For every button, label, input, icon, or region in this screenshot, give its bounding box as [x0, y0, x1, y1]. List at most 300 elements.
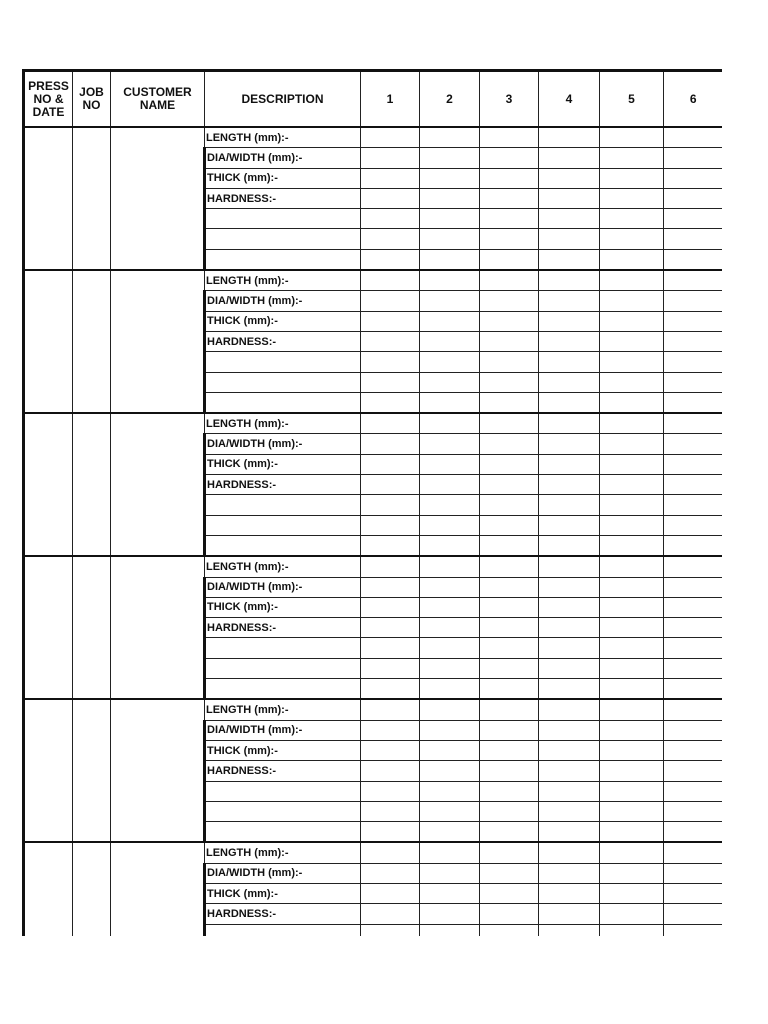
reading-cell-3[interactable] [480, 188, 539, 208]
reading-cell-6[interactable] [664, 148, 723, 168]
reading-cell-2[interactable] [420, 229, 480, 249]
reading-cell-4[interactable] [539, 904, 600, 924]
job-no-cell[interactable] [73, 699, 111, 842]
reading-cell-2[interactable] [420, 413, 480, 434]
reading-cell-4[interactable] [539, 863, 600, 883]
reading-cell-5[interactable] [600, 618, 664, 638]
job-no-cell[interactable] [73, 556, 111, 699]
reading-cell-1[interactable] [361, 699, 420, 720]
description-cell[interactable] [205, 638, 361, 658]
reading-cell-6[interactable] [664, 740, 723, 760]
description-cell[interactable]: LENGTH (mm):- [205, 413, 361, 434]
reading-cell-3[interactable] [480, 822, 539, 843]
reading-cell-4[interactable] [539, 597, 600, 617]
reading-cell-6[interactable] [664, 188, 723, 208]
reading-cell-1[interactable] [361, 842, 420, 863]
reading-cell-4[interactable] [539, 188, 600, 208]
reading-cell-4[interactable] [539, 270, 600, 291]
description-cell[interactable]: THICK (mm):- [205, 311, 361, 331]
reading-cell-6[interactable] [664, 904, 723, 924]
reading-cell-5[interactable] [600, 740, 664, 760]
reading-cell-2[interactable] [420, 904, 480, 924]
reading-cell-6[interactable] [664, 331, 723, 351]
job-no-cell[interactable] [73, 270, 111, 413]
reading-cell-6[interactable] [664, 638, 723, 658]
reading-cell-4[interactable] [539, 535, 600, 556]
reading-cell-1[interactable] [361, 454, 420, 474]
reading-cell-5[interactable] [600, 209, 664, 229]
description-cell[interactable]: HARDNESS:- [205, 904, 361, 924]
reading-cell-4[interactable] [539, 434, 600, 454]
reading-cell-2[interactable] [420, 372, 480, 392]
reading-cell-3[interactable] [480, 495, 539, 515]
reading-cell-2[interactable] [420, 209, 480, 229]
reading-cell-1[interactable] [361, 413, 420, 434]
reading-cell-4[interactable] [539, 392, 600, 413]
reading-cell-1[interactable] [361, 475, 420, 495]
reading-cell-6[interactable] [664, 434, 723, 454]
reading-cell-4[interactable] [539, 168, 600, 188]
description-cell[interactable]: THICK (mm):- [205, 883, 361, 903]
description-cell[interactable]: HARDNESS:- [205, 761, 361, 781]
reading-cell-3[interactable] [480, 842, 539, 863]
reading-cell-4[interactable] [539, 127, 600, 148]
reading-cell-1[interactable] [361, 618, 420, 638]
reading-cell-5[interactable] [600, 188, 664, 208]
reading-cell-5[interactable] [600, 331, 664, 351]
reading-cell-4[interactable] [539, 781, 600, 801]
reading-cell-6[interactable] [664, 535, 723, 556]
description-cell[interactable]: LENGTH (mm):- [205, 270, 361, 291]
reading-cell-6[interactable] [664, 515, 723, 535]
reading-cell-3[interactable] [480, 618, 539, 638]
reading-cell-2[interactable] [420, 863, 480, 883]
reading-cell-2[interactable] [420, 842, 480, 863]
reading-cell-2[interactable] [420, 148, 480, 168]
reading-cell-3[interactable] [480, 127, 539, 148]
reading-cell-3[interactable] [480, 924, 539, 936]
reading-cell-1[interactable] [361, 638, 420, 658]
reading-cell-5[interactable] [600, 229, 664, 249]
reading-cell-1[interactable] [361, 863, 420, 883]
reading-cell-1[interactable] [361, 883, 420, 903]
description-cell[interactable]: HARDNESS:- [205, 475, 361, 495]
description-cell[interactable]: DIA/WIDTH (mm):- [205, 720, 361, 740]
description-cell[interactable]: THICK (mm):- [205, 168, 361, 188]
reading-cell-3[interactable] [480, 740, 539, 760]
reading-cell-2[interactable] [420, 352, 480, 372]
reading-cell-6[interactable] [664, 679, 723, 700]
reading-cell-5[interactable] [600, 801, 664, 821]
reading-cell-4[interactable] [539, 842, 600, 863]
reading-cell-4[interactable] [539, 801, 600, 821]
reading-cell-1[interactable] [361, 801, 420, 821]
reading-cell-3[interactable] [480, 392, 539, 413]
reading-cell-5[interactable] [600, 392, 664, 413]
press-no-date-cell[interactable] [24, 127, 73, 270]
reading-cell-1[interactable] [361, 270, 420, 291]
reading-cell-5[interactable] [600, 127, 664, 148]
reading-cell-6[interactable] [664, 454, 723, 474]
reading-cell-5[interactable] [600, 597, 664, 617]
reading-cell-2[interactable] [420, 658, 480, 678]
reading-cell-5[interactable] [600, 822, 664, 843]
reading-cell-2[interactable] [420, 475, 480, 495]
reading-cell-1[interactable] [361, 311, 420, 331]
reading-cell-5[interactable] [600, 924, 664, 936]
description-cell[interactable]: LENGTH (mm):- [205, 842, 361, 863]
header-job-no: JOB NO [73, 71, 111, 128]
reading-cell-5[interactable] [600, 352, 664, 372]
reading-cell-3[interactable] [480, 699, 539, 720]
reading-cell-1[interactable] [361, 679, 420, 700]
reading-cell-4[interactable] [539, 638, 600, 658]
job-no-cell[interactable] [73, 127, 111, 270]
description-cell[interactable]: HARDNESS:- [205, 188, 361, 208]
reading-cell-4[interactable] [539, 618, 600, 638]
reading-cell-4[interactable] [539, 577, 600, 597]
reading-cell-2[interactable] [420, 495, 480, 515]
reading-cell-2[interactable] [420, 618, 480, 638]
reading-cell-3[interactable] [480, 863, 539, 883]
reading-cell-1[interactable] [361, 658, 420, 678]
reading-cell-4[interactable] [539, 658, 600, 678]
reading-cell-2[interactable] [420, 924, 480, 936]
reading-cell-5[interactable] [600, 270, 664, 291]
reading-cell-1[interactable] [361, 229, 420, 249]
press-no-date-cell[interactable] [24, 270, 73, 413]
reading-cell-4[interactable] [539, 556, 600, 577]
reading-cell-6[interactable] [664, 352, 723, 372]
reading-cell-2[interactable] [420, 291, 480, 311]
description-cell[interactable]: THICK (mm):- [205, 740, 361, 760]
reading-cell-3[interactable] [480, 883, 539, 903]
reading-cell-3[interactable] [480, 311, 539, 331]
reading-cell-5[interactable] [600, 495, 664, 515]
reading-cell-1[interactable] [361, 495, 420, 515]
reading-cell-2[interactable] [420, 679, 480, 700]
reading-cell-3[interactable] [480, 434, 539, 454]
reading-cell-3[interactable] [480, 638, 539, 658]
reading-cell-5[interactable] [600, 515, 664, 535]
reading-cell-3[interactable] [480, 515, 539, 535]
reading-cell-2[interactable] [420, 577, 480, 597]
reading-cell-2[interactable] [420, 392, 480, 413]
reading-cell-1[interactable] [361, 434, 420, 454]
reading-cell-4[interactable] [539, 291, 600, 311]
reading-cell-2[interactable] [420, 699, 480, 720]
reading-cell-5[interactable] [600, 434, 664, 454]
reading-cell-1[interactable] [361, 535, 420, 556]
customer-name-cell[interactable] [111, 842, 205, 936]
reading-cell-2[interactable] [420, 781, 480, 801]
customer-name-cell[interactable] [111, 556, 205, 699]
reading-cell-6[interactable] [664, 372, 723, 392]
reading-cell-5[interactable] [600, 249, 664, 270]
job-no-cell[interactable] [73, 842, 111, 936]
press-no-date-cell[interactable] [24, 699, 73, 842]
reading-cell-2[interactable] [420, 638, 480, 658]
description-cell[interactable] [205, 535, 361, 556]
reading-cell-1[interactable] [361, 720, 420, 740]
press-no-date-cell[interactable] [24, 842, 73, 936]
reading-cell-3[interactable] [480, 904, 539, 924]
reading-cell-1[interactable] [361, 148, 420, 168]
reading-cell-2[interactable] [420, 761, 480, 781]
reading-cell-3[interactable] [480, 658, 539, 678]
reading-cell-1[interactable] [361, 924, 420, 936]
reading-cell-1[interactable] [361, 597, 420, 617]
description-cell[interactable] [205, 495, 361, 515]
reading-cell-5[interactable] [600, 291, 664, 311]
reading-cell-6[interactable] [664, 413, 723, 434]
reading-cell-5[interactable] [600, 413, 664, 434]
reading-cell-6[interactable] [664, 249, 723, 270]
reading-cell-5[interactable] [600, 658, 664, 678]
reading-cell-4[interactable] [539, 229, 600, 249]
reading-cell-5[interactable] [600, 679, 664, 700]
reading-cell-4[interactable] [539, 413, 600, 434]
reading-cell-5[interactable] [600, 720, 664, 740]
reading-cell-3[interactable] [480, 475, 539, 495]
description-cell[interactable]: HARDNESS:- [205, 331, 361, 351]
reading-cell-1[interactable] [361, 822, 420, 843]
reading-cell-3[interactable] [480, 270, 539, 291]
press-no-date-cell[interactable] [24, 413, 73, 556]
reading-cell-1[interactable] [361, 577, 420, 597]
reading-cell-5[interactable] [600, 761, 664, 781]
description-cell[interactable] [205, 352, 361, 372]
reading-cell-4[interactable] [539, 679, 600, 700]
reading-cell-6[interactable] [664, 699, 723, 720]
description-cell[interactable]: DIA/WIDTH (mm):- [205, 863, 361, 883]
description-cell[interactable] [205, 679, 361, 700]
description-cell[interactable] [205, 658, 361, 678]
reading-cell-6[interactable] [664, 822, 723, 843]
reading-cell-6[interactable] [664, 720, 723, 740]
reading-cell-4[interactable] [539, 352, 600, 372]
reading-cell-1[interactable] [361, 127, 420, 148]
reading-cell-1[interactable] [361, 515, 420, 535]
reading-cell-5[interactable] [600, 883, 664, 903]
reading-cell-6[interactable] [664, 863, 723, 883]
reading-cell-2[interactable] [420, 515, 480, 535]
reading-cell-4[interactable] [539, 924, 600, 936]
reading-cell-3[interactable] [480, 209, 539, 229]
reading-cell-2[interactable] [420, 331, 480, 351]
reading-cell-6[interactable] [664, 801, 723, 821]
reading-cell-2[interactable] [420, 434, 480, 454]
reading-cell-2[interactable] [420, 168, 480, 188]
reading-cell-2[interactable] [420, 883, 480, 903]
header-col-5: 5 [600, 71, 664, 128]
reading-cell-1[interactable] [361, 291, 420, 311]
description-cell[interactable] [205, 781, 361, 801]
reading-cell-6[interactable] [664, 556, 723, 577]
reading-cell-3[interactable] [480, 352, 539, 372]
reading-cell-6[interactable] [664, 781, 723, 801]
reading-cell-3[interactable] [480, 413, 539, 434]
reading-cell-5[interactable] [600, 454, 664, 474]
reading-cell-3[interactable] [480, 781, 539, 801]
reading-cell-1[interactable] [361, 249, 420, 270]
reading-cell-3[interactable] [480, 229, 539, 249]
customer-name-cell[interactable] [111, 127, 205, 270]
reading-cell-4[interactable] [539, 372, 600, 392]
reading-cell-1[interactable] [361, 904, 420, 924]
reading-cell-1[interactable] [361, 331, 420, 351]
customer-name-cell[interactable] [111, 413, 205, 556]
reading-cell-5[interactable] [600, 475, 664, 495]
reading-cell-5[interactable] [600, 863, 664, 883]
reading-cell-1[interactable] [361, 209, 420, 229]
reading-cell-4[interactable] [539, 454, 600, 474]
reading-cell-2[interactable] [420, 597, 480, 617]
reading-cell-2[interactable] [420, 556, 480, 577]
reading-cell-1[interactable] [361, 781, 420, 801]
reading-cell-4[interactable] [539, 249, 600, 270]
reading-cell-3[interactable] [480, 801, 539, 821]
reading-cell-3[interactable] [480, 597, 539, 617]
reading-cell-6[interactable] [664, 127, 723, 148]
reading-cell-2[interactable] [420, 270, 480, 291]
reading-cell-4[interactable] [539, 822, 600, 843]
reading-cell-4[interactable] [539, 311, 600, 331]
reading-cell-2[interactable] [420, 535, 480, 556]
reading-cell-4[interactable] [539, 699, 600, 720]
reading-cell-6[interactable] [664, 597, 723, 617]
reading-cell-5[interactable] [600, 168, 664, 188]
description-cell[interactable] [205, 249, 361, 270]
reading-cell-2[interactable] [420, 822, 480, 843]
description-cell[interactable]: DIA/WIDTH (mm):- [205, 434, 361, 454]
reading-cell-6[interactable] [664, 291, 723, 311]
description-cell[interactable]: LENGTH (mm):- [205, 127, 361, 148]
reading-cell-3[interactable] [480, 679, 539, 700]
reading-cell-4[interactable] [539, 515, 600, 535]
reading-cell-5[interactable] [600, 535, 664, 556]
reading-cell-3[interactable] [480, 761, 539, 781]
reading-cell-2[interactable] [420, 311, 480, 331]
reading-cell-6[interactable] [664, 168, 723, 188]
reading-cell-6[interactable] [664, 883, 723, 903]
reading-cell-2[interactable] [420, 801, 480, 821]
description-cell[interactable]: DIA/WIDTH (mm):- [205, 291, 361, 311]
reading-cell-3[interactable] [480, 331, 539, 351]
description-cell[interactable]: DIA/WIDTH (mm):- [205, 148, 361, 168]
description-cell[interactable]: HARDNESS:- [205, 618, 361, 638]
reading-cell-4[interactable] [539, 740, 600, 760]
reading-cell-5[interactable] [600, 311, 664, 331]
reading-cell-2[interactable] [420, 740, 480, 760]
reading-cell-4[interactable] [539, 720, 600, 740]
description-cell[interactable] [205, 924, 361, 936]
reading-cell-6[interactable] [664, 392, 723, 413]
description-cell[interactable] [205, 372, 361, 392]
description-cell[interactable] [205, 209, 361, 229]
reading-cell-3[interactable] [480, 577, 539, 597]
reading-cell-3[interactable] [480, 556, 539, 577]
reading-cell-3[interactable] [480, 535, 539, 556]
reading-cell-6[interactable] [664, 475, 723, 495]
reading-cell-3[interactable] [480, 291, 539, 311]
reading-cell-3[interactable] [480, 249, 539, 270]
reading-cell-6[interactable] [664, 270, 723, 291]
reading-cell-3[interactable] [480, 372, 539, 392]
reading-cell-1[interactable] [361, 372, 420, 392]
reading-cell-4[interactable] [539, 761, 600, 781]
reading-cell-3[interactable] [480, 168, 539, 188]
description-cell[interactable]: LENGTH (mm):- [205, 699, 361, 720]
reading-cell-6[interactable] [664, 658, 723, 678]
reading-cell-4[interactable] [539, 209, 600, 229]
reading-cell-3[interactable] [480, 720, 539, 740]
reading-cell-5[interactable] [600, 556, 664, 577]
reading-cell-1[interactable] [361, 556, 420, 577]
reading-cell-6[interactable] [664, 924, 723, 936]
reading-cell-4[interactable] [539, 495, 600, 515]
description-cell[interactable] [205, 822, 361, 843]
reading-cell-5[interactable] [600, 638, 664, 658]
reading-cell-5[interactable] [600, 904, 664, 924]
reading-cell-2[interactable] [420, 188, 480, 208]
description-cell[interactable]: LENGTH (mm):- [205, 556, 361, 577]
job-no-cell[interactable] [73, 413, 111, 556]
reading-cell-6[interactable] [664, 209, 723, 229]
reading-cell-2[interactable] [420, 720, 480, 740]
reading-cell-5[interactable] [600, 699, 664, 720]
description-cell[interactable] [205, 515, 361, 535]
description-cell[interactable]: THICK (mm):- [205, 454, 361, 474]
reading-cell-3[interactable] [480, 148, 539, 168]
reading-cell-2[interactable] [420, 127, 480, 148]
description-cell[interactable] [205, 801, 361, 821]
reading-cell-5[interactable] [600, 148, 664, 168]
reading-cell-1[interactable] [361, 352, 420, 372]
reading-cell-4[interactable] [539, 475, 600, 495]
reading-cell-1[interactable] [361, 188, 420, 208]
reading-cell-5[interactable] [600, 577, 664, 597]
reading-cell-6[interactable] [664, 229, 723, 249]
reading-cell-4[interactable] [539, 148, 600, 168]
reading-cell-5[interactable] [600, 842, 664, 863]
description-cell[interactable] [205, 229, 361, 249]
reading-cell-1[interactable] [361, 761, 420, 781]
reading-cell-5[interactable] [600, 781, 664, 801]
reading-cell-6[interactable] [664, 311, 723, 331]
description-cell[interactable] [205, 392, 361, 413]
press-no-date-cell[interactable] [24, 556, 73, 699]
reading-cell-3[interactable] [480, 454, 539, 474]
reading-cell-6[interactable] [664, 495, 723, 515]
reading-cell-4[interactable] [539, 331, 600, 351]
customer-name-cell[interactable] [111, 699, 205, 842]
reading-cell-6[interactable] [664, 842, 723, 863]
reading-cell-1[interactable] [361, 392, 420, 413]
reading-cell-6[interactable] [664, 577, 723, 597]
reading-cell-1[interactable] [361, 168, 420, 188]
reading-cell-6[interactable] [664, 618, 723, 638]
customer-name-cell[interactable] [111, 270, 205, 413]
reading-cell-1[interactable] [361, 740, 420, 760]
reading-cell-2[interactable] [420, 454, 480, 474]
reading-cell-2[interactable] [420, 249, 480, 270]
reading-cell-5[interactable] [600, 372, 664, 392]
description-cell[interactable]: THICK (mm):- [205, 597, 361, 617]
reading-cell-6[interactable] [664, 761, 723, 781]
description-cell[interactable]: DIA/WIDTH (mm):- [205, 577, 361, 597]
reading-cell-4[interactable] [539, 883, 600, 903]
